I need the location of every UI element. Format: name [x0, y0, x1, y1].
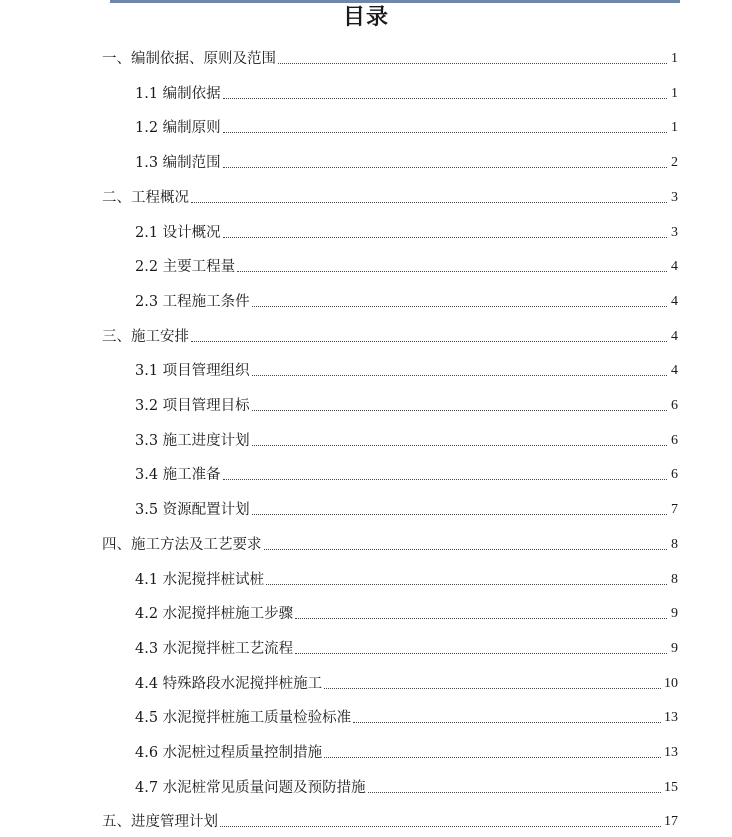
toc-entry-label: 4.7 水泥桩常见质量问题及预防措施 [135, 779, 366, 796]
toc-entry-label: 1.1 编制依据 [135, 85, 221, 102]
toc-dot-leader [237, 270, 667, 272]
toc-entry[interactable] [135, 565, 678, 589]
toc-dot-leader [295, 617, 667, 619]
toc-dot-leader [223, 236, 667, 238]
toc-entry[interactable] [135, 495, 678, 519]
toc-entry[interactable] [135, 148, 678, 172]
toc-dot-leader [252, 513, 667, 515]
toc-entry-page-number: 9 [671, 640, 678, 656]
toc-entry-label: 五、进度管理计划 [102, 814, 218, 831]
toc-entry-label: 4.4 特殊路段水泥搅拌桩施工 [135, 675, 323, 692]
top-rule [110, 0, 680, 3]
toc-entry[interactable] [135, 703, 678, 727]
toc-entry[interactable] [135, 391, 678, 415]
toc-entry[interactable] [102, 530, 678, 554]
toc-dot-leader [223, 478, 667, 480]
toc-entry-label: 4.1 水泥搅拌桩试桩 [135, 571, 265, 588]
page-title: 目录 [342, 4, 389, 30]
toc-entry[interactable] [135, 634, 678, 658]
toc-entry-page-number: 17 [664, 814, 678, 830]
toc-entry[interactable] [135, 738, 678, 762]
toc-entry-label: 3.5 资源配置计划 [135, 502, 250, 519]
toc-entry-page-number: 13 [664, 710, 678, 726]
toc-entry[interactable] [135, 287, 678, 311]
toc-entry-page-number: 7 [671, 502, 678, 518]
toc-dot-leader [368, 791, 661, 793]
toc-entry-label: 4.3 水泥搅拌桩工艺流程 [135, 640, 294, 657]
toc-dot-leader [324, 687, 661, 689]
toc-entry-page-number: 6 [671, 467, 678, 483]
toc-entry-page-number: 15 [664, 779, 678, 795]
toc-entry-label: 2.1 设计概况 [135, 224, 221, 241]
toc-dot-leader [252, 305, 667, 307]
toc-entry[interactable] [135, 113, 678, 137]
toc-entry-label: 一、编制依据、原则及范围 [102, 51, 276, 67]
toc-entry-page-number: 4 [671, 363, 678, 379]
toc-entry[interactable] [102, 44, 678, 68]
toc-entry[interactable] [135, 356, 678, 380]
toc-entry-label: 1.3 编制范围 [135, 155, 221, 172]
toc-entry-label: 2.3 工程施工条件 [135, 293, 250, 310]
toc-entry[interactable] [102, 807, 678, 831]
toc-entry-label: 四、施工方法及工艺要求 [102, 536, 262, 553]
toc-entry-label: 3.4 施工准备 [135, 467, 221, 484]
toc-dot-leader [295, 652, 667, 654]
toc-entry[interactable] [135, 773, 678, 797]
toc-dot-leader [252, 409, 667, 411]
toc-dot-leader [223, 131, 667, 133]
toc-entry[interactable] [135, 252, 678, 276]
toc-entry-label: 4.6 水泥桩过程质量控制措施 [135, 745, 323, 761]
toc-entry-page-number: 1 [671, 51, 678, 66]
toc-entry-label: 4.5 水泥搅拌桩施工质量检验标准 [135, 710, 352, 727]
toc-dot-leader [223, 97, 667, 99]
toc-entry-page-number: 9 [671, 606, 678, 622]
toc-entry[interactable] [102, 322, 678, 346]
toc-dot-leader [252, 374, 667, 376]
toc-entry-page-number: 3 [671, 224, 678, 240]
toc-entry-page-number: 4 [671, 328, 678, 344]
toc-entry[interactable] [135, 218, 678, 242]
toc-entry-label: 3.3 施工进度计划 [135, 432, 250, 449]
toc-entry-page-number: 10 [664, 675, 678, 691]
toc-entry-label: 4.2 水泥搅拌桩施工步骤 [135, 606, 294, 623]
toc-entry-page-number: 4 [671, 259, 678, 275]
toc-entry-label: 2.2 主要工程量 [135, 259, 236, 276]
toc-dot-leader [223, 166, 667, 168]
toc-dot-leader [278, 62, 667, 64]
toc-entry-label: 3.1 项目管理组织 [135, 363, 250, 380]
toc-entry-label: 1.2 编制原则 [135, 120, 221, 137]
toc-dot-leader [264, 548, 668, 550]
toc-entry-page-number: 13 [664, 745, 678, 760]
toc-entry[interactable] [135, 460, 678, 484]
toc-dot-leader [324, 756, 661, 758]
toc-dot-leader [220, 825, 661, 827]
toc-entry-page-number: 4 [671, 293, 678, 309]
toc-entry-page-number: 8 [671, 536, 678, 552]
toc-dot-leader [353, 721, 661, 723]
toc-entry-page-number: 3 [671, 189, 678, 205]
toc-entry-page-number: 2 [671, 155, 678, 171]
toc-entry[interactable] [135, 599, 678, 623]
toc-dot-leader [252, 444, 667, 446]
toc-entry[interactable] [135, 426, 678, 450]
toc-entry-page-number: 1 [671, 85, 678, 101]
toc-entry-page-number: 8 [671, 571, 678, 587]
toc-entry[interactable] [135, 79, 678, 103]
toc-entry-label: 二、工程概况 [102, 189, 189, 206]
toc-entry[interactable] [135, 669, 678, 693]
toc-entry-page-number: 6 [671, 398, 678, 413]
toc-entry-label: 三、施工安排 [102, 328, 189, 345]
toc-entry[interactable] [102, 183, 678, 207]
toc-dot-leader [191, 201, 667, 203]
toc-entry-label: 3.2 项目管理目标 [135, 398, 250, 414]
toc-dot-leader [266, 583, 667, 585]
toc-dot-leader [191, 340, 667, 342]
toc-entry-page-number: 1 [671, 120, 678, 136]
toc-entry-page-number: 6 [671, 432, 678, 448]
